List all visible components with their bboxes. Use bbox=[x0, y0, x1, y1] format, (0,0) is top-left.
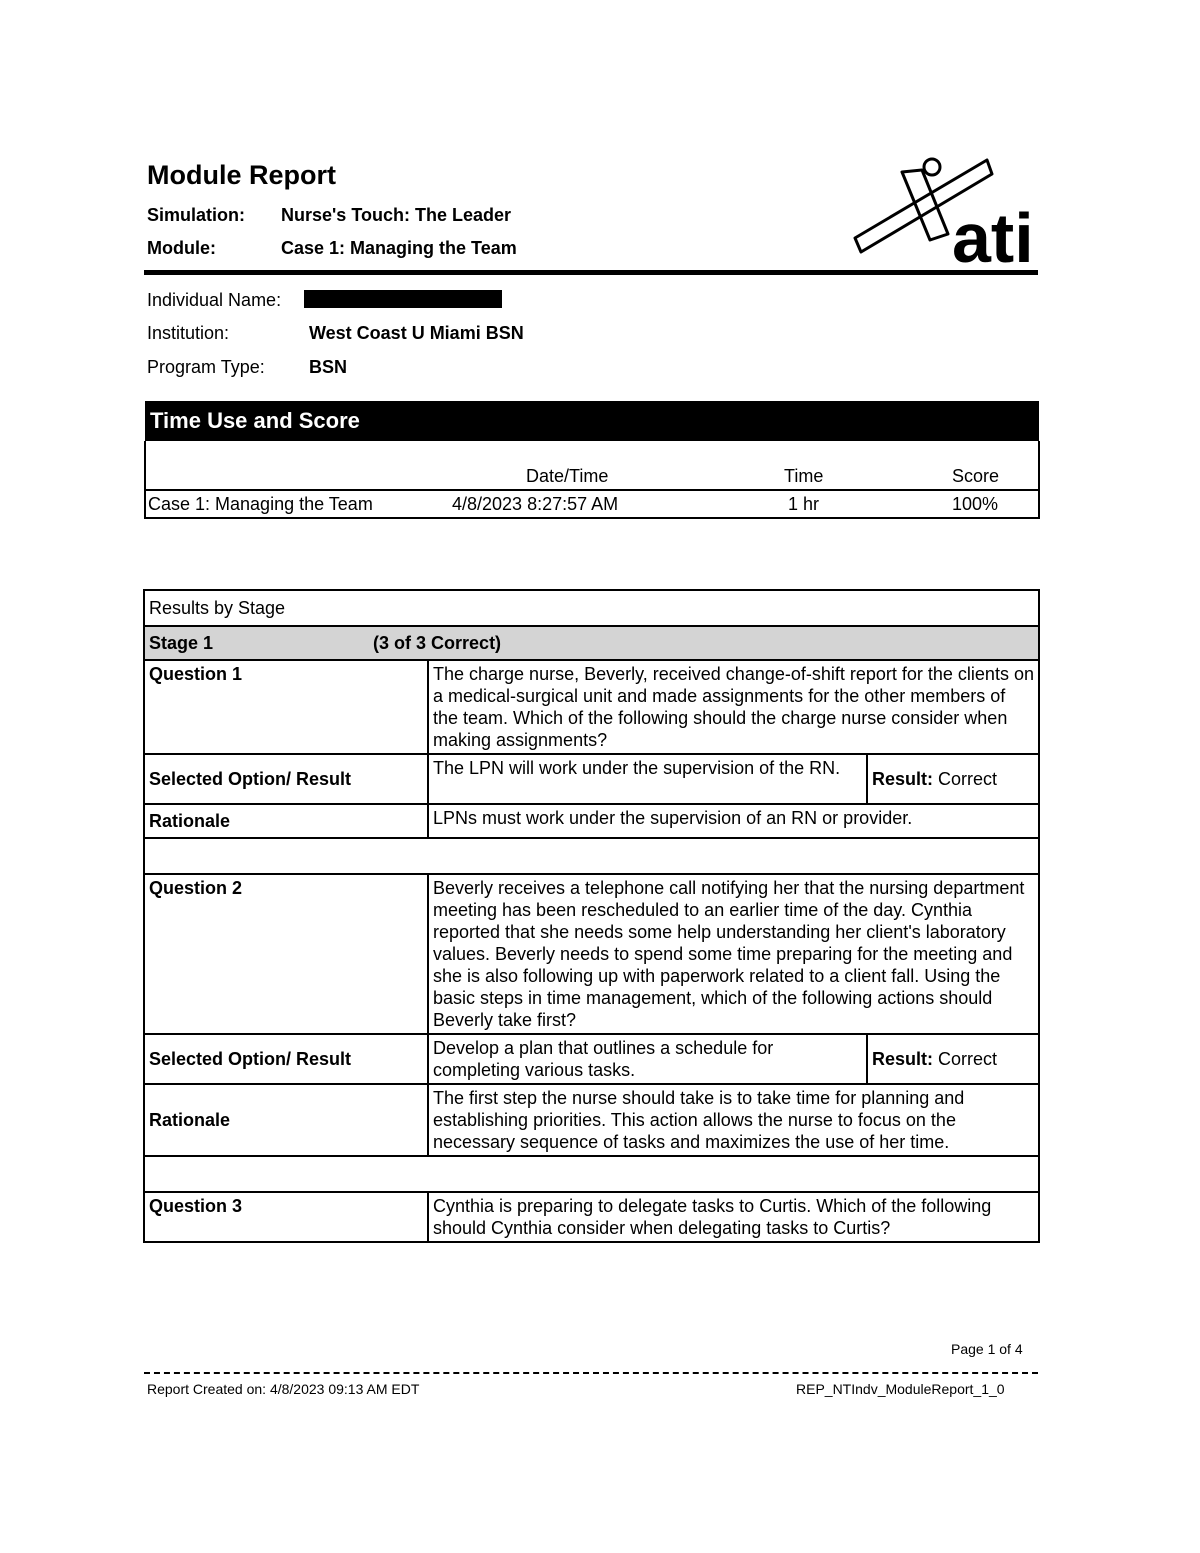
rationale-text: The first step the nurse should take is to take time for planning and establishing priorities. This action allows the nurse to focus on the necessary sequence of tasks and maximizes the use of her time. bbox=[428, 1084, 1039, 1156]
logo-wordmark: ati bbox=[952, 199, 1034, 268]
program-type-row bbox=[147, 357, 347, 378]
time-use-case: Case 1: Managing the Team bbox=[145, 490, 444, 518]
program-type-label: Program Type: bbox=[147, 357, 265, 377]
selected-option: The LPN will work under the supervision of the RN. bbox=[428, 754, 867, 804]
question-text: The charge nurse, Beverly, received change-of-shift report for the clients on a medical-surgical unit and made assignments for the other members of the team. Which of the following should the charge nurse consider when making assignments? bbox=[428, 660, 1039, 754]
question-label: Question 3 bbox=[144, 1192, 428, 1242]
results-title: Results by Stage bbox=[144, 590, 1039, 626]
question-row bbox=[144, 1192, 1039, 1242]
stage-count: (3 of 3 Correct) bbox=[373, 633, 502, 653]
time-use-col-datetime: Date/Time bbox=[444, 441, 780, 490]
module-value: Case 1: Managing the Team bbox=[281, 238, 517, 258]
results-table bbox=[143, 589, 1040, 1243]
stage-label: Stage 1 bbox=[149, 633, 214, 653]
spacer-row bbox=[144, 838, 1039, 874]
question-row bbox=[144, 660, 1039, 754]
time-use-col-time: Time bbox=[780, 441, 948, 490]
program-type-value: BSN bbox=[309, 357, 348, 377]
redacted-name bbox=[304, 290, 502, 308]
report-created: Report Created on: 4/8/2023 09:13 AM EDT bbox=[147, 1381, 420, 1397]
time-use-table bbox=[144, 401, 1040, 519]
selected-option: Develop a plan that outlines a schedule for completing various tasks. bbox=[428, 1034, 867, 1084]
institution-row bbox=[147, 323, 524, 344]
time-use-header-row bbox=[145, 441, 1039, 490]
module-label: Module: bbox=[147, 238, 216, 258]
question-label: Question 2 bbox=[144, 874, 428, 1034]
stage-row bbox=[144, 626, 1039, 660]
spacer-row bbox=[144, 1156, 1039, 1192]
individual-name-row bbox=[147, 290, 502, 311]
report-title: Module Report bbox=[147, 160, 336, 190]
result-value: Correct bbox=[938, 769, 998, 789]
simulation-value: Nurse's Touch: The Leader bbox=[281, 205, 511, 225]
page-number: Page 1 of 4 bbox=[951, 1341, 1023, 1357]
simulation-row bbox=[147, 205, 511, 226]
question-text: Beverly receives a telephone call notifying her that the nursing department meeting has been rescheduled to an earlier time of the day. Cynthia reported that she needs some help understanding her client's laboratory values. Beverly needs to spend some time preparing for the meeting and she is also following up with paperwork related to a client fall. Using the basic steps in time management, which of the following actions should Beverly take first? bbox=[428, 874, 1039, 1034]
time-use-col-blank bbox=[145, 441, 444, 490]
result-label: Result: bbox=[872, 769, 934, 789]
time-use-title: Time Use and Score bbox=[145, 401, 1039, 441]
rationale-label: Rationale bbox=[144, 804, 428, 838]
module-row bbox=[147, 238, 517, 259]
institution-value: West Coast U Miami BSN bbox=[309, 323, 524, 343]
result-label: Result: bbox=[872, 1049, 934, 1069]
institution-label: Institution: bbox=[147, 323, 230, 343]
time-use-score: 100% bbox=[948, 490, 1039, 518]
rationale-row bbox=[144, 1084, 1039, 1156]
time-use-datetime: 4/8/2023 8:27:57 AM bbox=[444, 490, 780, 518]
result-cell bbox=[867, 754, 1039, 804]
result-cell bbox=[867, 1034, 1039, 1084]
result-value: Correct bbox=[938, 1049, 998, 1069]
rationale-row bbox=[144, 804, 1039, 838]
individual-name-label: Individual Name: bbox=[147, 290, 282, 310]
selected-row bbox=[144, 754, 1039, 804]
selected-label: Selected Option/ Result bbox=[144, 754, 428, 804]
time-use-data-row bbox=[145, 490, 1039, 518]
footer-rule bbox=[144, 1372, 1038, 1374]
header-rule bbox=[144, 270, 1038, 275]
time-use-time: 1 hr bbox=[780, 490, 948, 518]
question-label: Question 1 bbox=[144, 660, 428, 754]
question-row bbox=[144, 874, 1039, 1034]
selected-row bbox=[144, 1034, 1039, 1084]
ati-logo-icon bbox=[852, 150, 1042, 268]
selected-label: Selected Option/ Result bbox=[144, 1034, 428, 1084]
time-use-col-score: Score bbox=[948, 441, 1039, 490]
question-text: Cynthia is preparing to delegate tasks to Curtis. Which of the following should Cynthia consider when delegating tasks to Curtis? bbox=[428, 1192, 1039, 1242]
report-id: REP_NTIndv_ModuleReport_1_0 bbox=[796, 1381, 1005, 1397]
rationale-label: Rationale bbox=[144, 1084, 428, 1156]
rationale-text: LPNs must work under the supervision of an RN or provider. bbox=[428, 804, 1039, 838]
simulation-label: Simulation: bbox=[147, 205, 245, 225]
